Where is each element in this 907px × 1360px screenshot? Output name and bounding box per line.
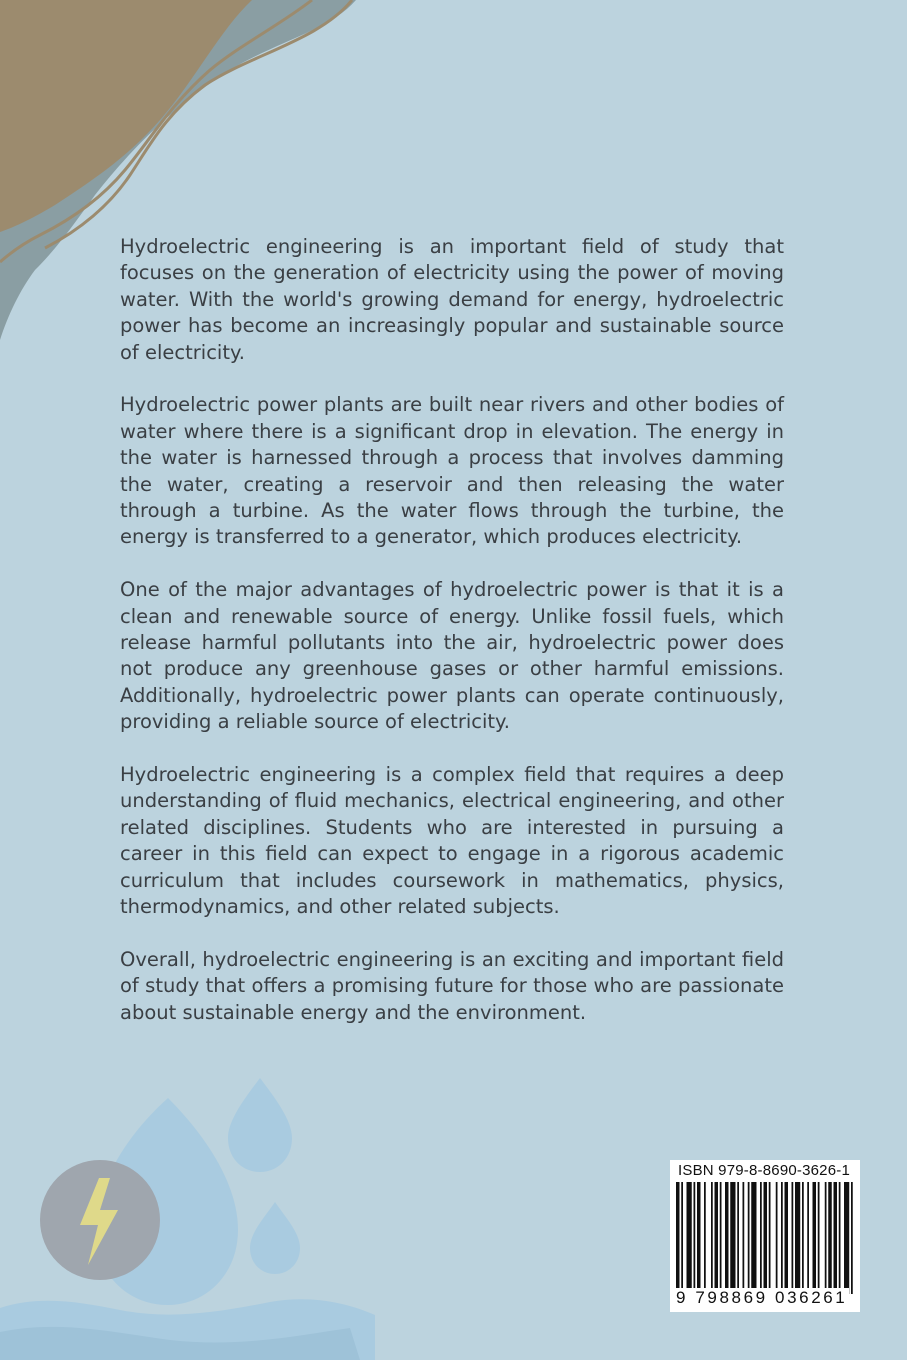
barcode-bar [725,1182,729,1294]
paragraph-4: Hydroelectric engineering is a complex field that requires a deep understanding of fluid mechanics, electrical engineering, and other related disciplines. Students who are interested in pursuing a career in this field can expect to engage in a rigorous academic curriculum that includes coursework in mathematics, physics, thermodynamics, and other related subjects. [120,763,784,919]
paragraph-2: Hydroelectric power plants are built near rivers and other bodies of water where there is a significant drop in elevation. The energy in the water is harnessed through a process that involves damming the water, creating a reservoir and then releasing the water through a turbine. As the water flows through the turbine, the energy is transferred to a generator, which produces electricity. [120,393,784,549]
paragraph-3: One of the major advantages of hydroelectric power is that it is a clean and renewable source of energy. Unlike fossil fuels, which release harmful pollutants into the air, hydroelectric power does not produce any greenhouse gases or other harmful emissions. Additionally, hydroelectric power plants can operate continuously, providing a reliable source of electricity. [120,578,784,734]
barcode-bar [694,1182,696,1294]
barcode-bar [818,1182,820,1294]
barcode-bar [813,1182,817,1294]
barcode-digits: 9 798869 036261 [676,1288,848,1307]
barcode-bar [828,1182,832,1294]
barcode-bar [760,1182,762,1294]
paragraph-5: Overall, hydroelectric engineering is an exciting and important field of study that offers a promising future for those who are passionate about sustainable energy and the environment. [120,947,784,1024]
barcode-bar [751,1182,756,1294]
barcode-bar [807,1182,809,1294]
barcode-bar [711,1182,713,1294]
barcode-bar [676,1182,680,1294]
barcode-bar [687,1182,692,1294]
isbn-label: ISBN 979-8-8690-3626-1 [678,1162,851,1179]
brown-wave-shape [0,0,252,232]
barcode-bar [825,1182,827,1294]
barcode-bar [792,1182,794,1294]
barcode-bar [839,1182,841,1294]
barcode-bar [776,1182,778,1294]
barcode-bar [851,1182,853,1294]
barcode-bar [720,1182,722,1294]
barcode-bar [844,1182,849,1294]
barcode-bar [748,1182,750,1294]
barcode-bars [676,1182,854,1294]
paragraph-1: Hydroelectric engineering is an important field of study that focuses on the generation of electricity using the power of moving water. With the world's growing demand for energy, hydroelectric power has become an increasingly popular and sustainable source of electricity. [120,235,784,364]
barcode-bar [781,1182,783,1294]
body-text [120,234,784,1053]
small-drop-shape [250,1202,300,1274]
barcode-bar [730,1182,735,1294]
barcode-bar [769,1182,771,1294]
barcode-bar [681,1182,683,1294]
isbn-barcode [670,1160,860,1312]
barcode-bar [764,1182,768,1294]
medium-drop-shape [228,1078,292,1172]
barcode-bar [737,1182,739,1294]
water-drops-icon [0,1070,400,1360]
barcode-bar [785,1182,789,1294]
barcode-bar [697,1182,701,1294]
barcode-bar [802,1182,804,1294]
barcode-bar [743,1182,745,1294]
barcode-bar [715,1182,719,1294]
barcode-bar [795,1182,800,1294]
barcode-bar [834,1182,838,1294]
barcode-bar [704,1182,706,1294]
